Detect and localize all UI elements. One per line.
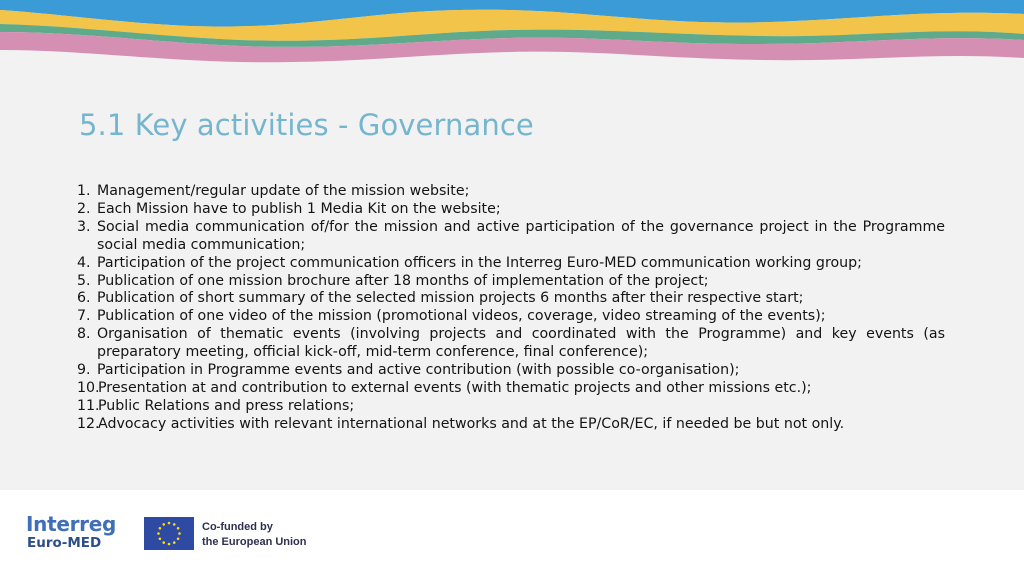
eu-flag-icon [144,517,194,550]
list-number: 4. [77,254,91,271]
list-number: 12. [77,415,100,432]
list-text: Participation of the project communication officers in the Interreg Euro-MED communication working group; [97,254,862,271]
eu-star [177,537,180,540]
footer [0,490,1024,575]
list-text: Publication of short summary of the selected mission projects 6 months after their respective start; [97,290,804,307]
list-number: 3. [77,218,91,235]
eu-star [162,523,165,526]
cofunded-text [202,520,307,550]
list-text: Advocacy activities with relevant international networks and at the EP/CoR/EC, if needed be but not only. [98,415,845,432]
eu-star [173,541,176,544]
eu-star [173,523,176,526]
cofunded-line-2: the European Union [202,536,307,548]
list-item [77,219,945,255]
list-number: 10. [77,379,100,396]
list-number: 8. [77,326,91,343]
eu-star [168,522,171,525]
list-item [77,362,945,380]
euro-med-logo-text: Euro-MED [27,535,102,551]
list-text: Organisation of thematic events (involving projects and coordinated with the Programme) and key events (as preparatory meeting, official kick-off, mid-term conference, final conference); [97,326,945,361]
list-item [77,183,945,201]
list-number: 2. [77,200,91,217]
decorative-waves [0,0,1024,80]
list-text: Presentation at and contribution to external events (with thematic projects and other missions etc.); [98,379,812,396]
list-item [77,308,945,326]
eu-star [157,532,160,535]
slide-title: 5.1 Key activities - Governance [79,108,534,142]
eu-star [178,532,181,535]
list-item [77,416,945,434]
activities-list [77,183,945,434]
list-text: Participation in Programme events and active contribution (with possible co-organisation); [97,362,740,379]
list-item [77,380,945,398]
eu-star [159,537,162,540]
list-number: 5. [77,272,91,289]
list-number: 7. [77,308,91,325]
eu-star [162,541,165,544]
list-item [77,290,945,308]
list-item [77,201,945,219]
list-text: Each Mission have to publish 1 Media Kit on the website; [97,200,501,217]
eu-stars-icon [144,517,194,550]
eu-star [177,527,180,530]
list-item [77,326,945,362]
eu-star [159,527,162,530]
list-number: 1. [77,183,91,199]
list-number: 9. [77,362,91,379]
eu-star [168,543,171,546]
interreg-logo: Interreg [26,512,117,536]
list-number: 6. [77,290,91,307]
cofunded-line-1: Co-funded by [202,521,273,533]
list-text: Publication of one mission brochure after 18 months of implementation of the project; [97,272,709,289]
list-text: Management/regular update of the mission website; [97,183,470,199]
list-text: Social media communication of/for the mission and active participation of the governance project in the Programme social media communication; [97,218,945,253]
list-item [77,398,945,416]
list-item [77,255,945,273]
list-item [77,273,945,291]
list-text: Public Relations and press relations; [98,397,355,414]
list-text: Publication of one video of the mission (promotional videos, coverage, video streaming of the events); [97,308,826,325]
list-number: 11. [77,397,100,414]
